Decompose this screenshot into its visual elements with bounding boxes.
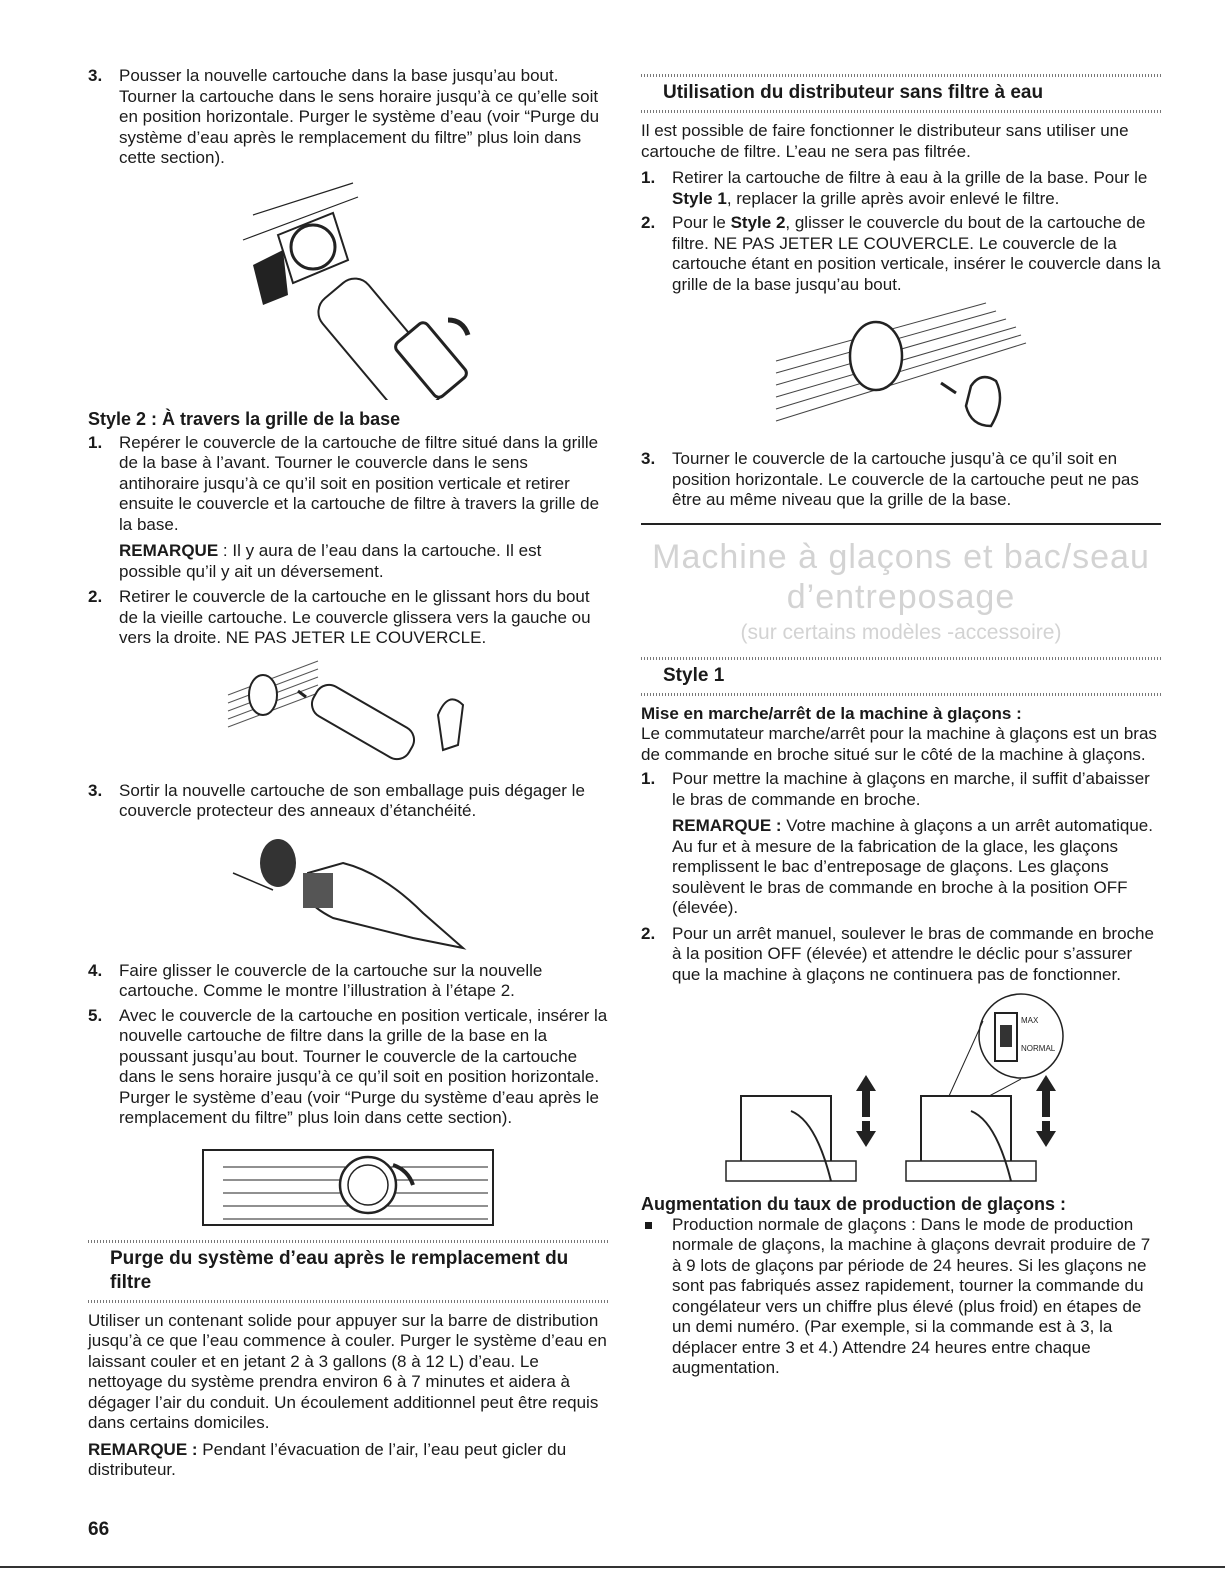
- step-number: 2.: [641, 923, 656, 943]
- increase-bullet: [641, 1215, 1161, 1379]
- note: [672, 816, 1161, 919]
- ice-maker-arm-illustration: [721, 991, 1081, 1186]
- style2-heading: Style 2 : À travers la grille de la base: [88, 408, 401, 429]
- text-part: Retirer la cartouche de filtre à eau à la grille de la base. Pour le: [672, 168, 1148, 187]
- page-number: 66: [88, 1519, 110, 1540]
- base-grille-illustration: [198, 1135, 498, 1230]
- step-number: 3.: [88, 780, 103, 800]
- bottom-rule: [0, 1566, 1225, 1568]
- purge-note: [88, 1440, 608, 1481]
- step-text: Pour mettre la machine à glaçons en marche, il suffit d’abaisser le bras de commande en broche.: [672, 769, 1150, 809]
- text-part: , glisser le couvercle du bout de la cartouche de filtre. NE PAS JETER LE COUVERCLE. Le couvercle de la cartouche étant en position verticale, insérer le couvercle dans la grille de la base jusqu’au bout.: [672, 213, 1161, 294]
- note-text: Votre machine à glaçons a un arrêt automatique. Au fur et à mesure de la fabrication de la glace, les glaçons remplissent le bac d’entreposage de glaçons. Les glaçons soulèvent le bras de commande en broche à la position OFF (élevée).: [672, 816, 1153, 917]
- purge-paragraph: Utiliser un contenant solide pour appuyer sur la barre de distribution jusqu’à ce que l’eau commence à couler. Purger le système d’eau en laissant couler et en jetant 2 à 3 gallons (8 à 12 L) d’eau. Le nettoyage du système prendra environ 6 à 7 minutes et aidera à dégager l’air du conduit. Un écoulement additionnel peut être requis dans certains domiciles.: [88, 1310, 607, 1432]
- step-number: 5.: [88, 1005, 103, 1025]
- section-title: Utilisation du distributeur sans filtre à eau: [663, 82, 1044, 103]
- style2-step-5: [88, 1006, 608, 1129]
- step-text: Retirer le couvercle de la cartouche en le glissant hors du bout de la vieille cartouche. Le couvercle glissera vers la gauche ou vers la droite. NE PAS JETER LE COUVERCLE.: [119, 587, 591, 647]
- bullet-icon: [645, 1222, 652, 1229]
- style1-header: [641, 657, 1161, 696]
- purge-section-header: [88, 1240, 608, 1303]
- step-number: 1.: [88, 432, 103, 452]
- ice-maker-subtitle: (sur certains modèles -accessoire): [740, 620, 1062, 644]
- style-ref: Style 1: [672, 188, 727, 208]
- bullet-text: Production normale de glaçons : Dans le mode de production normale de glaçons, la machine à glaçons devrait produire de 7 à 9 lots de glaçons par période de 24 heures. Si les glaçons ne sont pas fabriqués assez rapidement, tourner la commande du congélateur vers un chiffre plus élevé (plus froid) en étapes de un demi numéro. (Par exemple, si la commande est à 3, la déplacer entre 3 et 4.) Attendre 24 heures entre chaque augmentation.: [672, 1214, 1151, 1377]
- note-label: REMARQUE :: [672, 816, 782, 835]
- cover-in-grille-illustration: [766, 301, 1036, 441]
- ice-step-2: [641, 924, 1161, 986]
- increase-heading: Augmentation du taux de production de glaçons :: [641, 1194, 1067, 1214]
- ice-maker-title-line-1: Machine à glaçons et bac/seau: [652, 537, 1150, 576]
- step-text: Pour un arrêt manuel, soulever le bras de commande en broche à la position OFF (élevée) et attendre le déclic pour s’assurer que la machine à glaçons ne continuera pas de fonctionner.: [672, 923, 1154, 984]
- style2-step-4: [88, 961, 608, 1002]
- section-title: Purge du système d’eau après le remplacement du filtre: [110, 1247, 569, 1293]
- note-text: Pendant l’évacuation de l’air, l’eau peut gicler du distributeur.: [88, 1439, 567, 1479]
- note-label: REMARQUE :: [88, 1439, 198, 1459]
- note: [119, 541, 608, 582]
- step-number: 4.: [88, 960, 103, 980]
- step-number: 1.: [641, 769, 656, 788]
- ice-step-1: [641, 769, 1161, 919]
- step-text: Tourner le couvercle de la cartouche jusqu’à ce qu’il soit en position horizontale. Le couvercle de la cartouche peut ne pas être au même niveau que la grille de la base.: [672, 449, 1139, 509]
- text-part: , replacer la grille après avoir enlevé le filtre.: [726, 188, 1060, 208]
- style2-step-3: [88, 781, 608, 822]
- cartridge-insertion-illustration: [183, 175, 513, 400]
- left-column: [88, 66, 608, 1486]
- step-3-push-cartridge: [88, 66, 608, 169]
- protective-cap-illustration: [223, 828, 473, 953]
- no-filter-intro: Il est possible de faire fonctionner le distributeur sans utiliser une cartouche de filtre. L’eau ne sera pas filtrée.: [641, 121, 1129, 161]
- step-number: 1.: [641, 168, 656, 187]
- step-number: 3.: [88, 66, 103, 85]
- step-text: Avec le couvercle de la cartouche en position verticale, insérer la nouvelle cartouche de filtre dans la grille de la base en la poussant jusqu’au bout. Tourner le couvercle de la cartouche dans le sens horaire jusqu’à ce qu’il soit en position horizontale. Purger le système d’eau (voir “Purge du système d’eau après le remplacement du filtre” plus loin dans cette section).: [119, 1005, 608, 1127]
- step-text: [672, 213, 1161, 295]
- note-text: : Il y aura de l’eau dans la cartouche. Il est possible qu’il y ait un déversement.: [119, 541, 542, 581]
- on-off-intro: Le commutateur marche/arrêt pour la machine à glaçons est un bras de commande en broche situé sur le côté de la machine à glaçons.: [641, 724, 1157, 764]
- normal-label: NORMAL: [1021, 1044, 1056, 1053]
- step-text: Faire glisser le couvercle de la cartouche sur la nouvelle cartouche. Comme le montre l’illustration à l’étape 2.: [119, 960, 543, 1000]
- ice-maker-title-line-2: d’entreposage: [786, 577, 1016, 616]
- cover-removal-illustration: [208, 655, 488, 773]
- right-column: [641, 66, 1161, 1379]
- step-text: Sortir la nouvelle cartouche de son emballage puis dégager le couvercle protecteur des anneaux d’étanchéité.: [119, 780, 585, 820]
- style2-step-2: [88, 587, 608, 649]
- no-filter-step-3: [641, 449, 1161, 511]
- style2-step-1: [88, 433, 608, 583]
- on-off-heading: Mise en marche/arrêt de la machine à glaçons :: [641, 703, 1022, 723]
- divider: [641, 110, 1161, 113]
- divider: [88, 1300, 608, 1303]
- step-text: Repérer le couvercle de la cartouche de filtre situé dans la grille de la base à l’avant. Tourner le couvercle dans le sens antihoraire jusqu’à ce qu’il soit en position verticale et retirer ensuite le couvercle et la cartouche de filtre à travers la grille de la base.: [119, 432, 600, 534]
- step-number: 2.: [641, 213, 656, 232]
- text-part: Pour le: [672, 213, 731, 232]
- no-filter-step-1: [641, 168, 1161, 209]
- max-label: MAX: [1021, 1016, 1039, 1025]
- no-filter-step-2: [641, 213, 1161, 295]
- note-label: REMARQUE: [119, 541, 219, 560]
- divider: [641, 693, 1161, 696]
- style-ref: Style 2: [730, 213, 786, 232]
- step-text: [672, 168, 1161, 209]
- section-title: Style 1: [663, 664, 725, 686]
- step-number: 3.: [641, 449, 656, 468]
- step-number: 2.: [88, 587, 103, 606]
- step-text: Pousser la nouvelle cartouche dans la base jusqu’au bout. Tourner la cartouche dans le sens horaire jusqu’à ce qu’elle soit en position horizontale. Purger le système d’eau (voir “Purge du système d’eau après le remplacement du filtre” plus loin dans cette section).: [119, 66, 600, 167]
- section-rule: [641, 523, 1161, 525]
- no-filter-section-header: [641, 74, 1161, 113]
